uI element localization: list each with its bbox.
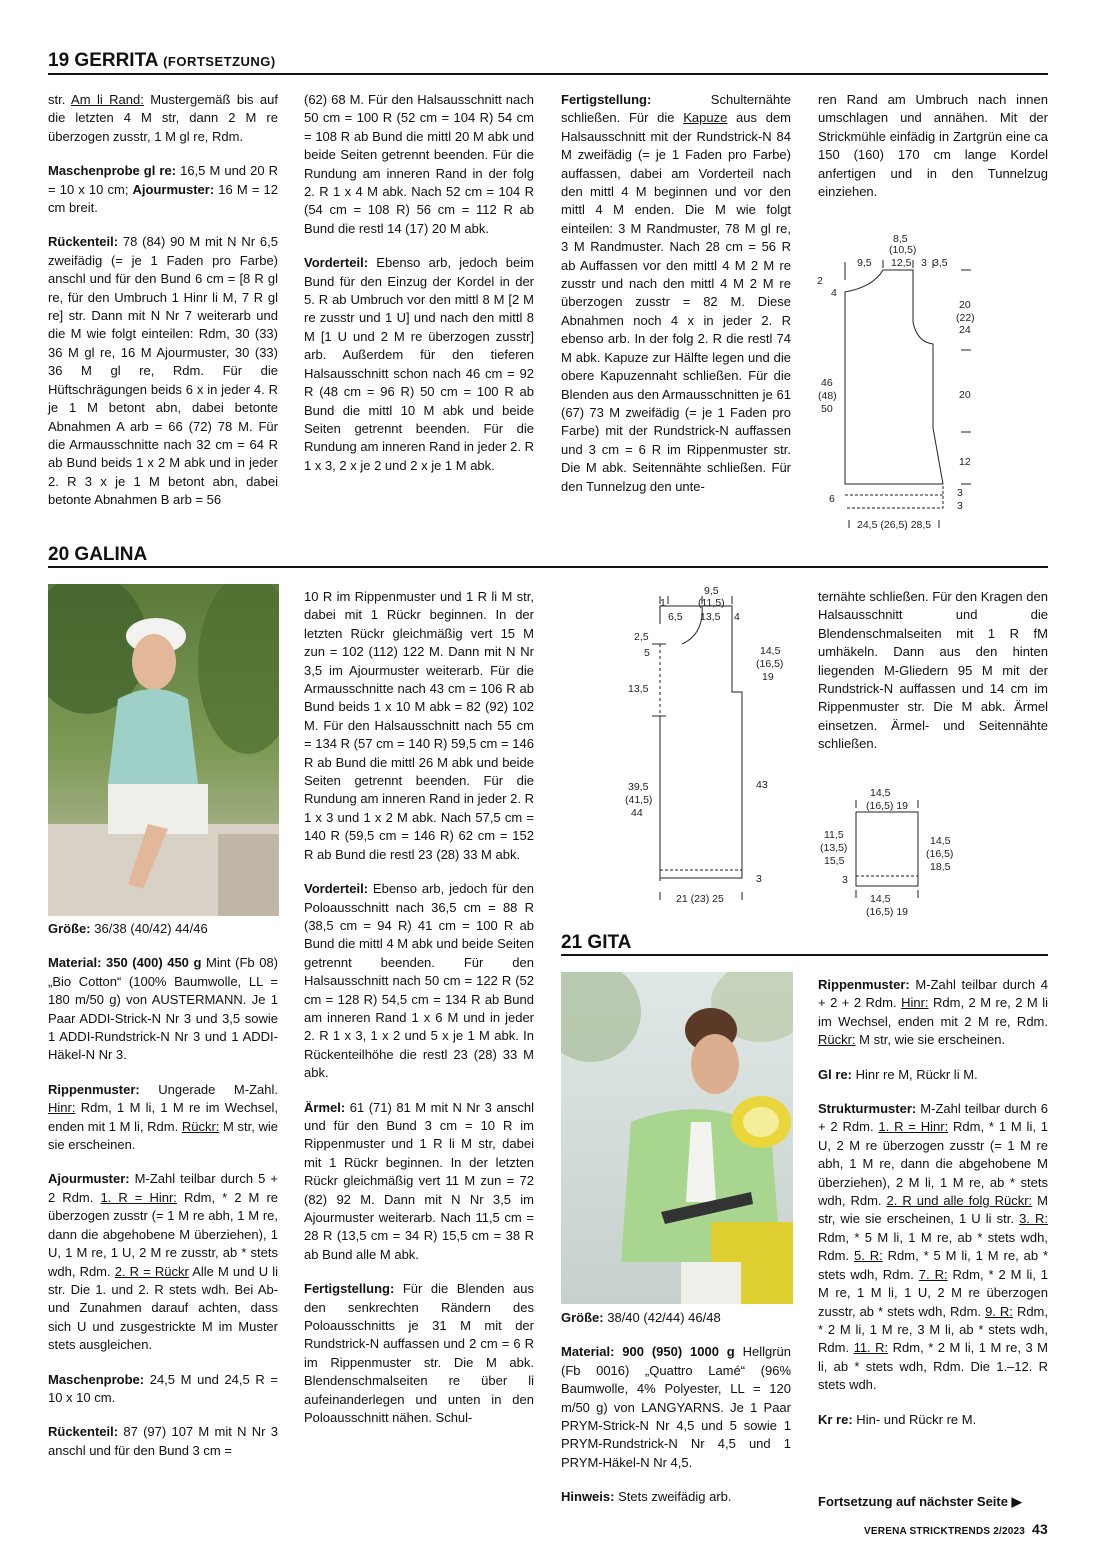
gerrita-column-1 (48, 91, 278, 526)
dim-label: 13,5 (700, 611, 721, 623)
dim-label: 2,5 (634, 631, 649, 643)
dim-label: 11,5 (824, 829, 844, 841)
dim-label: (41,5) (625, 794, 653, 806)
dim-label: 9,5 (857, 257, 872, 269)
dim-label: 14,5 (930, 835, 951, 847)
dim-label: 14,5 (760, 645, 781, 657)
dim-label: 3,5 (933, 257, 948, 269)
dim-label: 24 (959, 324, 971, 336)
page-number: 43 (1032, 1521, 1048, 1537)
section-title: 20 GALINA (48, 544, 148, 565)
section-header-galina (48, 544, 1048, 568)
dim-label: 3 (921, 257, 927, 269)
paragraph: ternähte schließen. Für den Kragen den Halsausschnitt und die Blendenschmalseiten mit 1 R fM umhäkeln. Dann aus den hinten liegenden M-Gliedern 95 M mit der Rundstrick-N auffassen und 14 cm im Rippenmuster str. Die M abk. Ärmel einsetzen. Ärmel- und Seitennähte schließen. (818, 589, 1048, 752)
gerrita-schematic-diagram (815, 232, 985, 532)
galina-sleeve-schematic-diagram (818, 786, 968, 922)
gerrita-column-4 (818, 91, 1048, 217)
paragraph: Material: 900 (950) 1000 g Hellgrün (Fb 0016) „Quattro Lamé“ (96% Baumwolle, 4% Polyester, LL = 120 m/50 g) von LANGYARNS. Je 1 Paar PRYM-Strick-N Nr 4,5 und 5 sowie 1 PRYM-Rundstrick-N Nr 4,5 und 1 PRYM-Häkel-N Nr 4,5. (561, 1344, 791, 1470)
dim-label: 43 (756, 779, 768, 791)
dim-label: 19 (762, 671, 774, 683)
paragraph: ren Rand am Umbruch nach innen umschlagen und annähen. Mit der Strickmühle einfädig in Zartgrün eine ca 150 (160) 170 cm lange Kordel anfertigen und in den Tunnelzug einziehen. (818, 92, 1048, 200)
paragraph: Vorderteil: Ebenso arb, jedoch für den Poloausschnitt nach 36,5 cm = 88 R (38,5 cm = 94 R) 41 cm = 100 R ab Bund die mittl 4 M abk und beide Seiten getrennt beenden. Für den Halsausschnitt nach 50 cm = 122 R (52 cm = 128 R) 54,5 cm = 134 R ab Bund am inneren Rand 1 x 6 M und in jeder 2. R 1 x 3, 1 x 2 und 5 x je 1 M abk. In Rückenteilhöhe die restl 23 (28) 33 M abk. (304, 881, 534, 1081)
dim-label: 2 (817, 275, 823, 287)
dim-label: 14,5 (870, 893, 891, 905)
paragraph: Größe: 38/40 (42/44) 46/48 (561, 1310, 721, 1325)
dim-label: 3 (756, 873, 762, 885)
dim-label: 1 (660, 597, 666, 609)
dim-label: 44 (631, 807, 643, 819)
dim-label: 18,5 (930, 861, 951, 873)
dim-label: (16,5) 19 (866, 800, 909, 812)
paragraph: Rippenmuster: M-Zahl teilbar durch 4 + 2 + 2 Rdm. Hinr: Rdm, 2 M re, 2 M li im Wechsel, enden mit 2 M re, Rdm. Rückr: M str, wie sie erscheinen. (818, 977, 1048, 1048)
paragraph: str. Am li Rand: Mustergemäß bis auf die letzten 4 M str, dann 2 M re überzogen zusstr, 1 M gl re, Rdm. (48, 92, 278, 144)
dim-label: 8,5 (893, 233, 908, 245)
dim-label: 6 (829, 493, 835, 505)
dim-label: 12 (959, 456, 971, 468)
section-title: 19 GERRITA (48, 50, 158, 71)
dim-label: 12,5 (891, 257, 912, 269)
dim-label: 15,5 (824, 855, 845, 867)
galina-body-schematic-diagram (622, 582, 802, 912)
paragraph: Vorderteil: Ebenso arb, jedoch beim Bund für den Einzug der Kordel in der 5. R ab Umbruch vor den mittl 8 M [2 M re zusstr und 1 U] und nach den mittl 8 M [1 U und 2 M re überzogen zusstr] arb. Außerdem für den tieferen Halsausschnitt schon nach 46 cm = 92 R (48 cm = 96 R) 50 cm = 100 R ab Bund die mittl 10 M abk und beide Seiten getrennt beenden. Für die Rundung am inneren Rand in jeder 2. R 1 x 3, 2 x je 2 und 2 x je 1 M abk. (304, 255, 534, 473)
gita-photo (561, 972, 793, 1304)
continued-note: Fortsetzung auf nächster Seite ▶ (818, 1494, 1022, 1509)
page-footer (864, 1521, 1048, 1537)
dim-label: (11,5) (698, 597, 725, 609)
section-header-gerrita (48, 50, 1048, 75)
magazine-name: VERENA STRICKTRENDS 2/2023 (864, 1526, 1026, 1537)
paragraph: Größe: 36/38 (40/42) 44/46 (48, 921, 208, 936)
dim-label: 50 (821, 403, 833, 415)
galina-photo-image (48, 584, 279, 916)
paragraph: Fertigstellung: Schulternähte schließen. Für die Kapuze aus dem Halsausschnitt mit der Rundstrick-N 84 M zweifädig (= je 1 Faden pro Farbe) auffassen, dabei am Vorderteil nach den mittl 4 M beginnen und vor den mittl 4 M enden. Die M wie folgt einteilen: 3 M Randmuster, 78 M gl re, 3 M Randmuster. Nach 28 cm = 56 R ab Auffassen vor den mittl 4 M 2 M re zusstr und nach den mittl 4 M 2 M re überzogen zusstr = 82 M. Diese Abnahmen noch 4 x in jeder 2. R ebenso arb. In der folg 2. R die restl 74 M abk. Kapuze zur Hälfte legen und die obere Kapuzennaht schließen. Für die Blenden aus den Armausschnitten je 61 (67) 73 M zweifädig (= je 1 Faden pro Farbe) mit der Rundstrick-N auffassen und 3 cm = 6 R im Rippenmuster str. Die M abk. Seitennähte schließen. Für den Tunnelzug den unte- (561, 92, 791, 494)
paragraph: Ärmel: 61 (71) 81 M mit N Nr 3 anschl und für den Bund 3 cm = 10 R im Rippenmuster und 1 R li M str, dabei mit 1 Rückr beginnen. In der letzten Rückr gleichmäßig vert 11 M zun = 72 (82) 92 M. Dann mit N Nr 3,5 im Ajourmuster weiterarb. Nach 11,5 cm = 28 R (13,5 cm = 34 R) 15,5 cm = 38 R ab Bund alle M abk. (304, 1099, 534, 1262)
paragraph: Maschenprobe: 24,5 M und 24,5 R = 10 x 10 cm. (48, 1371, 278, 1405)
paragraph: Hinweis: Stets zweifädig arb. (561, 1489, 732, 1505)
paragraph: (62) 68 M. Für den Halsausschnitt nach 50 cm = 100 R (52 cm = 104 R) 54 cm = 108 R ab Bund die mittl 20 M abk und beide Seiten getrennt beenden. Für die Rundung am inneren Rand in der folg 2. R 1 x 4 M abk. Nach 52 cm = 104 R (54 cm = 108 R) 56 cm = 112 R ab Bund die restl 14 (17) 20 M abk. (304, 92, 534, 236)
dim-label: (48) (818, 390, 837, 402)
dim-label: 3 (957, 487, 963, 499)
dim-label: (16,5) (756, 658, 784, 670)
dim-label: 20 (959, 389, 971, 401)
paragraph: Rückenteil: 87 (97) 107 M mit N Nr 3 anschl und für den Bund 3 cm = (48, 1424, 278, 1458)
paragraph: Rippenmuster: Ungerade M-Zahl. Hinr: Rdm, 1 M li, 1 M re im Wechsel, enden mit 1 M li, Rdm. Rückr: M str, wie sie erscheinen. (48, 1081, 279, 1153)
paragraph: Ajourmuster: M-Zahl teilbar durch 5 + 2 Rdm. 1. R = Hinr: Rdm, * 2 M re überzogen zusstr (= 1 M re abh, 1 M re, dann die abgehobene M überziehen), 1 U, 1 M re, 1 U, 2 M re zusstr, ab * stets wdh, Rdm. 2. R = Rückr Alle M und U li str. Die 1. und 2. R stets wdh. Bei Ab- und Zunahmen darauf achten, dass sich U und zusgestrickte M im Muster stets ausgleichen. (48, 1171, 279, 1353)
galina-column-1 (48, 920, 278, 1476)
dim-label: (10,5) (889, 244, 917, 256)
galina-column-4 (818, 588, 1048, 770)
dim-label: 3 (842, 874, 848, 886)
dim-label: 14,5 (870, 787, 891, 799)
dim-label: 4 (734, 611, 740, 623)
dim-label: (13,5) (820, 842, 848, 854)
dim-label: 9,5 (704, 585, 719, 597)
paragraph: 10 R im Rippenmuster und 1 R li M str, dabei mit 1 Rückr beginnen. In der letzten Rückr gleichmäßig vert 15 M zun = 102 (112) 122 M. Dann mit N Nr 3,5 im Ajourmuster weiterarb. Für die Armausschnitte nach 43 cm = 106 R ab Bund beids 1 x 10 M abk = 82 (92) 102 M. Für den Halsausschnitt nach 55 cm = 134 R (57 cm = 140 R) 59,5 cm = 146 R ab Bund die mittl 26 M abk und beide Seiten getrennt beenden. Für die Rundung am inneren Rand in jeder 2. R 1 x 3 und 1 x 2 M abk. Nach 57,5 cm = 140 R (59,5 cm = 146 R) 62 cm = 152 R ab Bund die restl 23 (28) 33 M abk. (304, 589, 534, 862)
dim-label: 39,5 (628, 781, 649, 793)
section-header-gita (561, 932, 1048, 956)
paragraph: Kr re: Hin- und Rückr re M. (818, 1411, 977, 1427)
dim-label: 6,5 (668, 611, 683, 623)
paragraph: Strukturmuster: M-Zahl teilbar durch 6 + 2 Rdm. 1. R = Hinr: Rdm, * 1 M li, 1 U, 2 M re überzogen zusstr (= 1 M re abh, 1 M re, dann die abgehobene M überziehen), 2 M li, 1 M re, ab * stets wdh, Rdm. 2. R und alle folg Rückr: M str, wie sie erscheinen, 1 U li str. 3. R: Rdm, * 5 M li, 1 M re, ab * stets wdh, Rdm. 5. R: Rdm, * 5 M li, 1 M re, ab * stets wdh, Rdm. 7. R: Rdm, * 2 M li, 1 M re, 1 M li, 1 U, 2 M re überzogen zusstr, ab * stets wdh, Rdm. 9. R: Rdm, * 2 M li, 1 M re, 3 M li, ab * stets wdh, Rdm. 11. R: Rdm, * 2 M li, 1 M re, 3 M li, ab * stets wdh, Rdm. Die 1.–12. R stets wdh. (818, 1101, 1049, 1393)
paragraph: Fertigstellung: Für die Blenden aus den senkrechten Rändern des Poloausschnitts je 31 M mit der Rundstrick-N auffassen und 2 cm = 6 R im Rippenmuster str. Die M abk. Blendenschmalseiten re über li aufeinanderlegen und unten in den Poloausschnitt nähen. Schul- (304, 1281, 534, 1426)
paragraph: Gl re: Hinr re M, Rückr li M. (818, 1066, 978, 1082)
dim-label: 5 (644, 647, 650, 659)
paragraph: Maschenprobe gl re: 16,5 M und 20 R = 10 x 10 cm; Ajourmuster: 16 M = 12 cm breit. (48, 163, 278, 216)
gerrita-column-2 (304, 91, 534, 491)
galina-column-2 (304, 588, 534, 1443)
paragraph: Material: 350 (400) 450 g Mint (Fb 08) „Bio Cotton“ (100% Baumwolle, LL = 180 m/50 g) von AUSTERMANN. Je 1 Paar ADDI-Strick-N Nr 3 und 3,5 sowie 1 ADDI-Rundstrick-N Nr 3 und 1 ADDI-Häkel-N Nr 3. (48, 955, 279, 1063)
dim-label: 20 (959, 299, 971, 311)
dim-label: 21 (23) 25 (676, 893, 724, 905)
dim-label: 4 (831, 287, 837, 299)
section-title: 21 GITA (561, 932, 632, 953)
dim-label: (16,5) 19 (866, 906, 909, 918)
dim-label: (16,5) (926, 848, 954, 860)
dim-label: 13,5 (628, 683, 649, 695)
dim-label: 3 (957, 500, 963, 512)
dim-label: 24,5 (26,5) 28,5 (857, 519, 932, 531)
gita-column-3 (561, 1309, 791, 1523)
paragraph: Rückenteil: 78 (84) 90 M mit N Nr 6,5 zweifädig (= je 1 Faden pro Farbe) anschl und für den Bund 6 cm = [8 R gl re, für den Umbruch 1 Hinr li M, 7 R gl re] str. Dann mit N Nr 7 weiterarb und die M wie folgt einteilen: Rdm, 30 (33) 36 M gl re, 16 M Ajourmuster, 30 (33) 36 M gl re, Rdm. Für die Hüftschrägungen beids 6 x in jeder 4. R je 1 M betont abn, dabei betonte Abnahmen A arb = 66 (72) 78 M. Für die Armausschnitte nach 32 cm = 64 R ab Bund beids 1 x 2 M abk und in jeder 2. R 3 x je 1 M betont abn, dabei betonte Abnahmen B arb = 56 (48, 234, 278, 508)
section-subtitle: (FORTSETZUNG) (163, 54, 276, 69)
gita-photo-image (561, 972, 793, 1304)
dim-label: (22) (956, 312, 975, 324)
galina-photo (48, 584, 279, 916)
gita-column-4 (818, 976, 1048, 1445)
dim-label: 46 (821, 377, 833, 389)
gerrita-column-3 (561, 91, 791, 512)
